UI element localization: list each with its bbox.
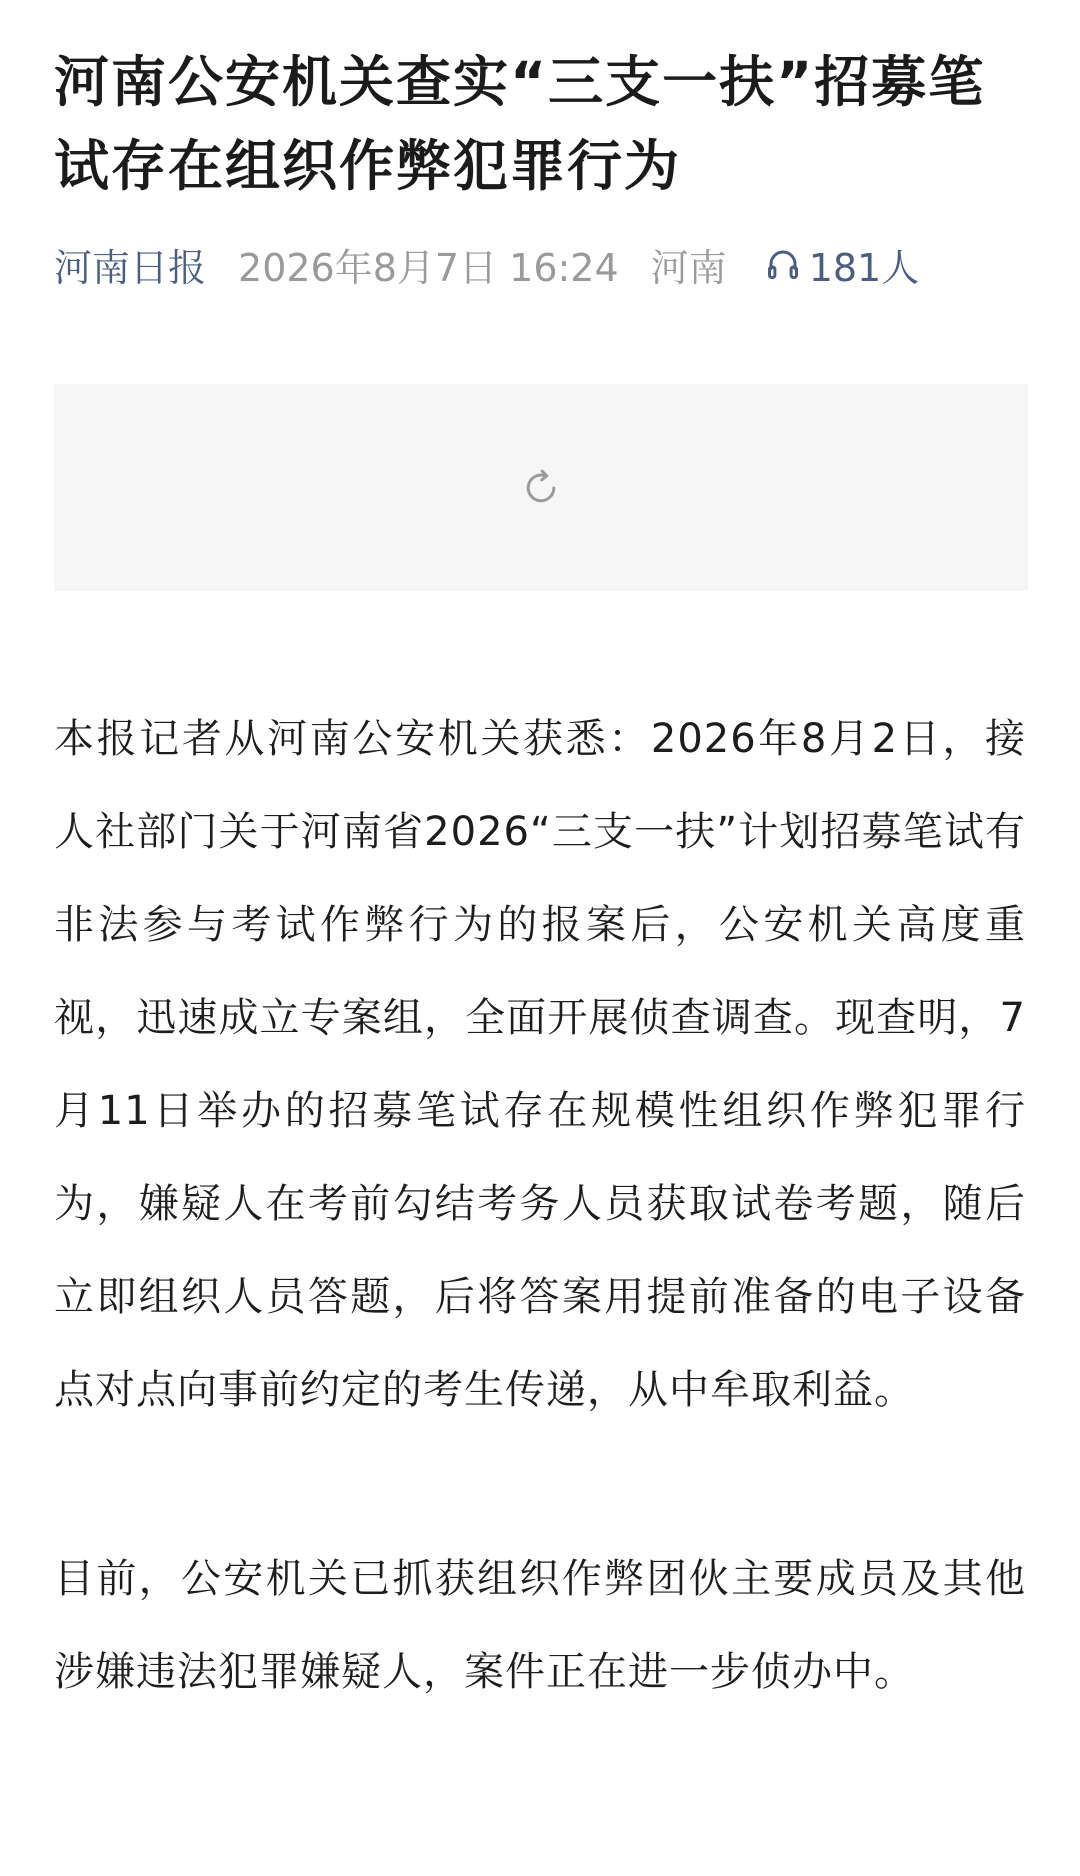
source-link[interactable]: 河南日报	[54, 245, 207, 290]
headphones-icon	[765, 246, 801, 282]
article-paragraph: 目前，公安机关已抓获组织作弊团伙主要成员及其他涉嫌违法犯罪嫌疑人，案件正在进一步侦办中。	[54, 1556, 1026, 1695]
refresh-icon[interactable]	[519, 466, 563, 510]
article-meta	[54, 234, 1026, 294]
region-label: 河南	[650, 245, 727, 290]
publish-date: 2026年8月7日 16:24	[238, 245, 619, 290]
article-paragraph: 本报记者从河南公安机关获悉：2026年8月2日，接人社部门关于河南省2026“三支一扶”计划招募笔试有非法参与考试作弊行为的报案后，公安机关高度重视，迅速成立专案组，全面开展侦查调查。现查明，7月11日举办的招募笔试存在规模性组织作弊犯罪行为，嫌疑人在考前勾结考务人员获取试卷考题，随后立即组织人员答题，后将答案用提前准备的电子设备点对点向事前约定的考生传递，从中牟取利益。	[54, 716, 1026, 1413]
article-body	[54, 693, 1026, 1719]
media-placeholder[interactable]	[54, 384, 1028, 591]
listener-count: 181人	[808, 245, 920, 290]
listen-button[interactable]	[765, 237, 920, 292]
article-title: 河南公安机关查实“三支一扶”招募笔试存在组织作弊犯罪行为	[54, 50, 986, 198]
